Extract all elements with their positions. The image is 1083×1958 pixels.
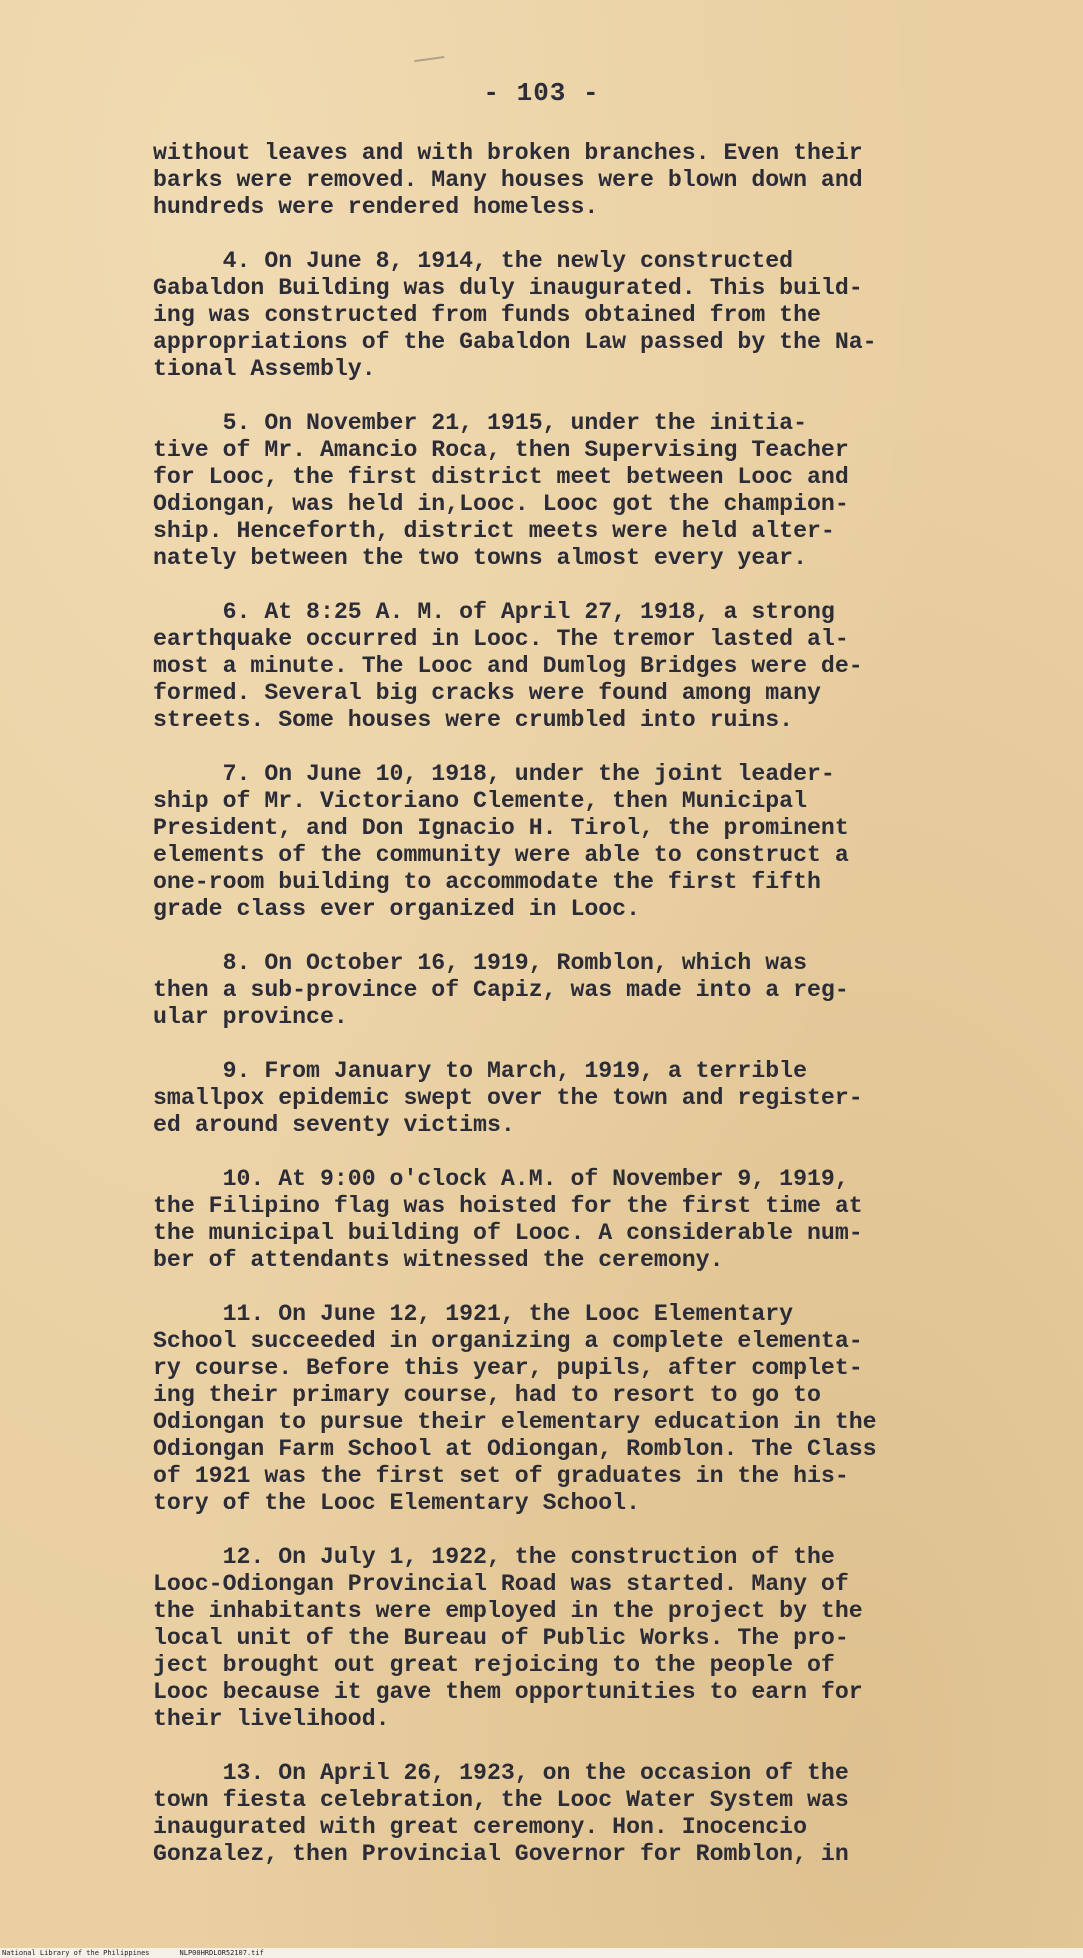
text-line: local unit of the Bureau of Public Works. The pro- xyxy=(153,1625,849,1651)
text-line: ing their primary course, had to resort to go to xyxy=(153,1382,821,1408)
paragraph-gap xyxy=(153,1733,943,1760)
ink-smudge xyxy=(414,56,445,72)
text-line: 13. On April 26, 1923, on the occasion of the xyxy=(153,1760,849,1786)
text-line: Looc because it gave them opportunities to earn for xyxy=(153,1679,863,1705)
text-line: President, and Don Ignacio H. Tirol, the prominent xyxy=(153,815,849,841)
text-line: ship. Henceforth, district meets were held alter- xyxy=(153,518,835,544)
text-line: appropriations of the Gabaldon Law passed by the Na- xyxy=(153,329,877,355)
text-line: Gabaldon Building was duly inaugurated. This build- xyxy=(153,275,863,301)
text-line: then a sub-province of Capiz, was made into a reg- xyxy=(153,977,849,1003)
text-line: inaugurated with great ceremony. Hon. Inocencio xyxy=(153,1814,807,1840)
text-line: tory of the Looc Elementary School. xyxy=(153,1490,641,1516)
text-line: Gonzalez, then Provincial Governor for Romblon, in xyxy=(153,1841,849,1867)
text-line: streets. Some houses were crumbled into ruins. xyxy=(153,707,794,733)
paragraph-gap xyxy=(153,383,943,410)
text-line: 9. From January to March, 1919, a terrible xyxy=(153,1058,807,1084)
text-line: 4. On June 8, 1914, the newly constructed xyxy=(153,248,794,274)
text-line: ship of Mr. Victoriano Clemente, then Municipal xyxy=(153,788,807,814)
text-line: grade class ever organized in Looc. xyxy=(153,896,641,922)
paragraph xyxy=(153,1760,943,1868)
text-line: Odiongan to pursue their elementary education in the xyxy=(153,1409,877,1435)
paragraph-gap xyxy=(153,1139,943,1166)
text-line: 12. On July 1, 1922, the construction of the xyxy=(153,1544,835,1570)
text-line: 5. On November 21, 1915, under the initia- xyxy=(153,410,807,436)
text-line: 7. On June 10, 1918, under the joint leader- xyxy=(153,761,835,787)
paragraph xyxy=(153,761,943,923)
text-line: elements of the community were able to construct a xyxy=(153,842,849,868)
document-body xyxy=(153,140,943,1868)
text-line: ed around seventy victims. xyxy=(153,1112,515,1138)
text-line: for Looc, the first district meet between Looc and xyxy=(153,464,849,490)
text-line: School succeeded in organizing a complete elementa- xyxy=(153,1328,863,1354)
text-line: one-room building to accommodate the first fifth xyxy=(153,869,821,895)
text-line: nately between the two towns almost every year. xyxy=(153,545,807,571)
text-line: of 1921 was the first set of graduates in the his- xyxy=(153,1463,849,1489)
paragraph xyxy=(153,1058,943,1139)
paragraph xyxy=(153,1544,943,1733)
text-line: without leaves and with broken branches. Even their xyxy=(153,140,863,166)
text-line: the inhabitants were employed in the project by the xyxy=(153,1598,863,1624)
text-line: tional Assembly. xyxy=(153,356,376,382)
paragraph xyxy=(153,1301,943,1517)
paragraph-gap xyxy=(153,221,943,248)
text-line: 11. On June 12, 1921, the Looc Elementary xyxy=(153,1301,794,1327)
paragraph-gap xyxy=(153,572,943,599)
text-line: most a minute. The Looc and Dumlog Bridges were de- xyxy=(153,653,863,679)
text-line: Looc-Odiongan Provincial Road was started. Many of xyxy=(153,1571,849,1597)
paragraph-gap xyxy=(153,734,943,761)
text-line: 8. On October 16, 1919, Romblon, which was xyxy=(153,950,807,976)
paragraph xyxy=(153,1166,943,1274)
text-line: smallpox epidemic swept over the town and register- xyxy=(153,1085,863,1111)
paragraph xyxy=(153,950,943,1031)
paragraph-gap xyxy=(153,1517,943,1544)
text-line: barks were removed. Many houses were blown down and xyxy=(153,167,863,193)
text-line: ular province. xyxy=(153,1004,348,1030)
paragraph xyxy=(153,410,943,572)
text-line: their livelihood. xyxy=(153,1706,390,1732)
text-line: hundreds were rendered homeless. xyxy=(153,194,599,220)
paragraph xyxy=(153,248,943,383)
text-line: ject brought out great rejoicing to the people of xyxy=(153,1652,835,1678)
footer-library: National Library of the Philippines xyxy=(2,1949,150,1957)
text-line: 6. At 8:25 A. M. of April 27, 1918, a strong xyxy=(153,599,835,625)
paragraph-gap xyxy=(153,1031,943,1058)
text-line: the Filipino flag was hoisted for the first time at xyxy=(153,1193,863,1219)
paragraph xyxy=(153,599,943,734)
text-line: tive of Mr. Amancio Roca, then Supervising Teacher xyxy=(153,437,849,463)
text-line: Odiongan Farm School at Odiongan, Romblon. The Class xyxy=(153,1436,877,1462)
text-line: town fiesta celebration, the Looc Water System was xyxy=(153,1787,849,1813)
text-line: 10. At 9:00 o'clock A.M. of November 9, 1919, xyxy=(153,1166,849,1192)
paragraph xyxy=(153,140,943,221)
text-line: Odiongan, was held in,Looc. Looc got the champion- xyxy=(153,491,849,517)
scan-footer xyxy=(0,1948,1083,1958)
page-number: - 103 - xyxy=(483,78,600,108)
footer-filename: NLP00HRDLOR52107.tif xyxy=(179,1949,264,1957)
text-line: ry course. Before this year, pupils, after complet- xyxy=(153,1355,863,1381)
text-line: ber of attendants witnessed the ceremony. xyxy=(153,1247,724,1273)
paragraph-gap xyxy=(153,1274,943,1301)
text-line: ing was constructed from funds obtained from the xyxy=(153,302,821,328)
text-line: formed. Several big cracks were found among many xyxy=(153,680,821,706)
text-line: earthquake occurred in Looc. The tremor lasted al- xyxy=(153,626,849,652)
paragraph-gap xyxy=(153,923,943,950)
text-line: the municipal building of Looc. A considerable num- xyxy=(153,1220,863,1246)
